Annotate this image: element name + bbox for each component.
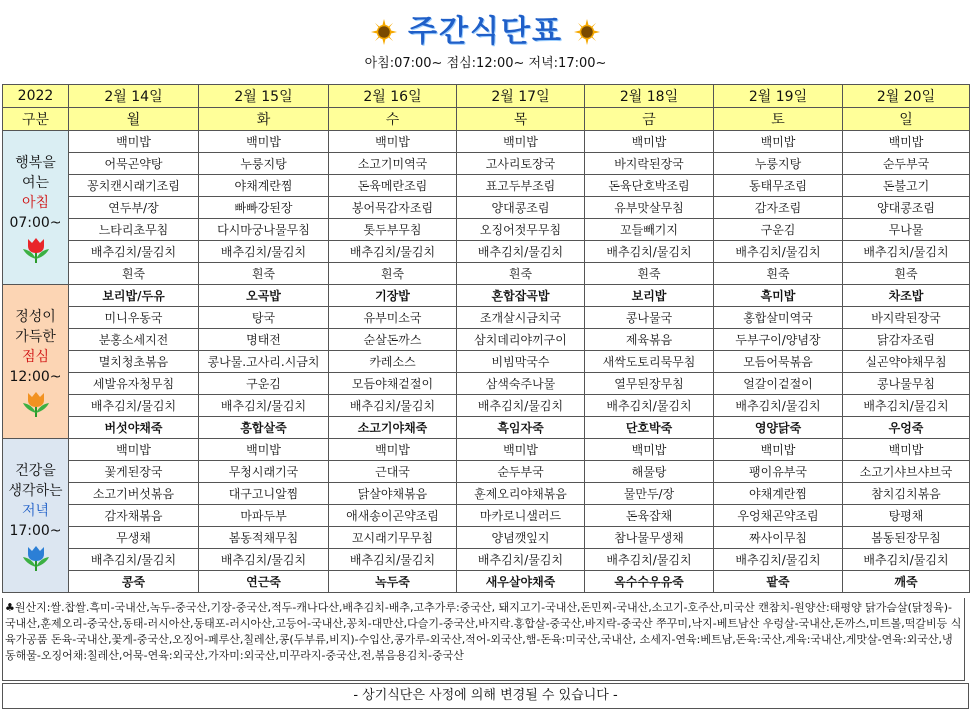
lunch-menu-cell: 배추김치/물김치: [714, 395, 843, 417]
lunch-menu-cell: 흑임자죽: [457, 417, 585, 439]
page-title: 주간식단표: [408, 14, 563, 49]
lunch-menu-cell: 배추김치/물김치: [843, 395, 970, 417]
date-cell: 2월 14일: [69, 85, 199, 108]
breakfast-menu-cell: 톳두부무침: [329, 219, 457, 241]
lunch-menu-row: [3, 395, 970, 417]
dinner-menu-cell: 봄동된장무침: [843, 527, 970, 549]
dinner-menu-cell: 옥수수우유죽: [585, 571, 714, 593]
dinner-menu-row: [3, 505, 970, 527]
dinner-label-cell: [3, 439, 69, 593]
lunch-menu-cell: 구운김: [199, 373, 329, 395]
dinner-label2: 생각하는: [8, 482, 63, 499]
lunch-menu-cell: 세발유자청무침: [69, 373, 199, 395]
dinner-menu-cell: 꽃게된장국: [69, 461, 199, 483]
lunch-menu-cell: 소고기야채죽: [329, 417, 457, 439]
dinner-menu-cell: 해물탕: [585, 461, 714, 483]
title-wrap: [0, 6, 971, 50]
dinner-menu-cell: 닭살야채볶음: [329, 483, 457, 505]
breakfast-menu-cell: 돈불고기: [843, 175, 970, 197]
lunch-menu-row: [3, 285, 970, 307]
lunch-menu-cell: 혼합잡곡밥: [457, 285, 585, 307]
dinner-menu-cell: 짜사이무침: [714, 527, 843, 549]
dinner-menu-cell: 마파두부: [199, 505, 329, 527]
breakfast-menu-cell: 감자조림: [714, 197, 843, 219]
breakfast-label2: 여는: [21, 174, 50, 191]
dinner-menu-cell: 우엉채곤약조림: [714, 505, 843, 527]
dinner-menu-cell: 무생채: [69, 527, 199, 549]
breakfast-label3: 아침: [21, 194, 50, 211]
dinner-menu-cell: 콩죽: [69, 571, 199, 593]
lunch-menu-cell: 카레소스: [329, 351, 457, 373]
dinner-menu-cell: 백미밥: [457, 439, 585, 461]
date-cell: 2월 17일: [457, 85, 585, 108]
lunch-menu-cell: 오곡밥: [199, 285, 329, 307]
breakfast-menu-cell: 야채계란찜: [199, 175, 329, 197]
lunch-menu-cell: 열무된장무침: [585, 373, 714, 395]
lunch-menu-cell: 버섯야채죽: [69, 417, 199, 439]
menu-table: [2, 84, 970, 593]
lunch-menu-cell: 콩나물무침: [843, 373, 970, 395]
breakfast-menu-cell: 빠빠강된장: [199, 197, 329, 219]
day-cell: 수: [329, 108, 457, 131]
lunch-menu-cell: 유부미소국: [329, 307, 457, 329]
breakfast-menu-cell: 바지락된장국: [585, 153, 714, 175]
lunch-menu-cell: 멸치청초볶음: [69, 351, 199, 373]
footer-note: - 상기식단은 사정에 의해 변경될 수 있습니다 -: [2, 683, 969, 709]
lunch-menu-cell: 두부구이/양념장: [714, 329, 843, 351]
day-cell: 일: [843, 108, 970, 131]
lunch-menu-row: [3, 329, 970, 351]
lunch-menu-cell: 기장밥: [329, 285, 457, 307]
dinner-menu-cell: 배추김치/물김치: [199, 549, 329, 571]
lunch-label-cell: [3, 285, 69, 439]
dinner-menu-row: [3, 439, 970, 461]
breakfast-menu-cell: 백미밥: [843, 131, 970, 153]
lunch-menu-cell: 배추김치/물김치: [69, 395, 199, 417]
dinner-menu-cell: 봄동적채무침: [199, 527, 329, 549]
breakfast-menu-cell: 표고두부조림: [457, 175, 585, 197]
breakfast-menu-cell: 연두부/장: [69, 197, 199, 219]
dinner-menu-cell: 참치김치볶음: [843, 483, 970, 505]
breakfast-menu-cell: 꼬들빼기지: [585, 219, 714, 241]
red-tulip-icon: [19, 237, 53, 263]
lunch-menu-cell: 명태전: [199, 329, 329, 351]
breakfast-menu-cell: 백미밥: [457, 131, 585, 153]
dinner-menu-cell: 마카로니샐러드: [457, 505, 585, 527]
lunch-menu-cell: 실곤약야채무침: [843, 351, 970, 373]
lunch-menu-cell: 차조밥: [843, 285, 970, 307]
dinner-menu-cell: 참나물무생채: [585, 527, 714, 549]
breakfast-menu-cell: 구운김: [714, 219, 843, 241]
date-cell: 2월 19일: [714, 85, 843, 108]
lunch-menu-cell: 홍합살미역국: [714, 307, 843, 329]
day-cell: 목: [457, 108, 585, 131]
breakfast-menu-cell: 돈육단호박조림: [585, 175, 714, 197]
dinner-menu-row: [3, 527, 970, 549]
date-cell: 2월 16일: [329, 85, 457, 108]
lunch-menu-cell: 순살돈까스: [329, 329, 457, 351]
meal-times: 아침:07:00~ 점심:12:00~ 저녁:17:00~: [364, 56, 607, 71]
breakfast-menu-cell: 백미밥: [714, 131, 843, 153]
dinner-menu-cell: 백미밥: [843, 439, 970, 461]
gubun-cell: 구분: [3, 108, 69, 131]
date-cell: 2월 15일: [199, 85, 329, 108]
breakfast-menu-cell: 배추김치/물김치: [585, 241, 714, 263]
lunch-menu-cell: 단호박죽: [585, 417, 714, 439]
lunch-label1: 정성이: [15, 308, 56, 325]
lunch-menu-cell: 콩나물.고사리.시금치: [199, 351, 329, 373]
lunch-menu-cell: 배추김치/물김치: [329, 395, 457, 417]
dinner-label3: 저녁: [21, 502, 50, 519]
dinner-menu-cell: 야채계란찜: [714, 483, 843, 505]
lunch-menu-cell: 보리밥: [585, 285, 714, 307]
dinner-menu-cell: 애새송이곤약조림: [329, 505, 457, 527]
dinner-menu-cell: 깨죽: [843, 571, 970, 593]
date-cell: 2월 18일: [585, 85, 714, 108]
lunch-menu-cell: 배추김치/물김치: [457, 395, 585, 417]
dinner-label4: 17:00~: [9, 522, 62, 539]
lunch-menu-cell: 흥합살죽: [199, 417, 329, 439]
breakfast-menu-cell: 흰죽: [843, 263, 970, 285]
lunch-menu-cell: 영양닭죽: [714, 417, 843, 439]
lunch-menu-cell: 분홍소세지전: [69, 329, 199, 351]
dinner-menu-row: [3, 461, 970, 483]
dinner-menu-cell: 배추김치/물김치: [843, 549, 970, 571]
dinner-menu-cell: 배추김치/물김치: [69, 549, 199, 571]
dinner-menu-cell: 양념깻잎지: [457, 527, 585, 549]
dinner-menu-row: [3, 549, 970, 571]
lunch-menu-cell: 모듬어묵볶음: [714, 351, 843, 373]
lunch-menu-cell: 닭감자조림: [843, 329, 970, 351]
breakfast-label-cell: [3, 131, 69, 285]
lunch-menu-cell: 비빔막국수: [457, 351, 585, 373]
dinner-menu-cell: 배추김치/물김치: [329, 549, 457, 571]
origin-info: ♣원산지:쌀.찹쌀.흑미-국내산,녹두-중국산,기장-중국산,적두-캐나다산,배추김치-배추,고추가루:중국산, 돼지고기-국내산,돈민찌-국내산,소고기-호주산,미국산 캔참치-원양산:태평양 닭가슴살(닭정육)-국내산,훈제오리-중국산,동태-러시아산,동태포-러시아산,고등어-국내산,꽁치-대만산,다슬기-중국산,바지락.홍합살-중국산,바지락-중국산 쭈꾸미,낙지-베트남산 우렁살-국내산,돈까스,미트볼,떡갈비등 식육가공품 돈육-국내산,꽃게-중국산,오징어-페루산,칠레산,콩(두부류,비지)-수입산,콩가루-외국산,적어-외국산,햄-돈육:미국산,국내산, 소세지-연육:베트남,돈육:국산,계육:국내산,게맛살-연육:외국산,냉동해물-오징어채:칠레산,어묵-연육:외국산,가자미:외국산,미꾸라지-중국산,전,볶음용김치-중국산: [2, 598, 965, 681]
lunch-label4: 12:00~: [9, 368, 62, 385]
dinner-menu-cell: 순두부국: [457, 461, 585, 483]
breakfast-menu-cell: 무나물: [843, 219, 970, 241]
dinner-menu-cell: 팥죽: [714, 571, 843, 593]
breakfast-menu-cell: 배추김치/물김치: [69, 241, 199, 263]
dinner-menu-cell: 대구고니알찜: [199, 483, 329, 505]
dinner-menu-cell: 물만두/장: [585, 483, 714, 505]
lunch-label2: 가득한: [15, 328, 56, 345]
lunch-menu-row: [3, 417, 970, 439]
lunch-menu-cell: 흑미밥: [714, 285, 843, 307]
dinner-menu-cell: 녹두죽: [329, 571, 457, 593]
lunch-menu-cell: 제육볶음: [585, 329, 714, 351]
lunch-menu-cell: 미니우동국: [69, 307, 199, 329]
dinner-menu-cell: 돈육잡채: [585, 505, 714, 527]
dinner-menu-row: [3, 571, 970, 593]
breakfast-menu-cell: 어묵곤약탕: [69, 153, 199, 175]
dinner-menu-cell: 팽이유부국: [714, 461, 843, 483]
date-header-row: [3, 85, 970, 108]
year-cell: 2022: [3, 85, 69, 108]
lunch-menu-cell: 삼치데리야끼구이: [457, 329, 585, 351]
breakfast-menu-cell: 배추김치/물김치: [843, 241, 970, 263]
dinner-menu-cell: 훈제오리야채볶음: [457, 483, 585, 505]
day-cell: 토: [714, 108, 843, 131]
breakfast-menu-cell: 누룽지탕: [714, 153, 843, 175]
dinner-menu-cell: 꼬시래기무무침: [329, 527, 457, 549]
breakfast-menu-cell: 봉어묵감자조림: [329, 197, 457, 219]
dinner-menu-cell: 소고기샤브샤브국: [843, 461, 970, 483]
dinner-menu-cell: 백미밥: [199, 439, 329, 461]
breakfast-menu-cell: 흰죽: [69, 263, 199, 285]
dinner-menu-cell: 배추김치/물김치: [585, 549, 714, 571]
dinner-menu-cell: 탕평채: [843, 505, 970, 527]
sun-flower-icon: [574, 19, 600, 45]
sun-flower-icon: [371, 19, 397, 45]
lunch-menu-cell: 삼색숙주나물: [457, 373, 585, 395]
breakfast-menu-cell: 흰죽: [585, 263, 714, 285]
breakfast-menu-cell: 백미밥: [329, 131, 457, 153]
orange-tulip-icon: [19, 391, 53, 417]
breakfast-menu-cell: 백미밥: [585, 131, 714, 153]
breakfast-menu-cell: 배추김치/물김치: [199, 241, 329, 263]
breakfast-menu-cell: 돈육메란조림: [329, 175, 457, 197]
lunch-menu-cell: 바지락된장국: [843, 307, 970, 329]
breakfast-menu-cell: 배추김치/물김치: [457, 241, 585, 263]
lunch-menu-cell: 콩나물국: [585, 307, 714, 329]
breakfast-menu-cell: 다시마궁나물무침: [199, 219, 329, 241]
day-header-row: [3, 108, 970, 131]
dinner-menu-cell: 백미밥: [585, 439, 714, 461]
lunch-menu-row: [3, 351, 970, 373]
lunch-menu-cell: 우엉죽: [843, 417, 970, 439]
breakfast-menu-row: [3, 131, 970, 153]
breakfast-menu-cell: 흰죽: [457, 263, 585, 285]
dinner-menu-cell: 백미밥: [69, 439, 199, 461]
breakfast-menu-cell: 순두부국: [843, 153, 970, 175]
breakfast-menu-cell: 동태무조림: [714, 175, 843, 197]
breakfast-menu-cell: 흰죽: [714, 263, 843, 285]
breakfast-menu-cell: 오징어젓무무침: [457, 219, 585, 241]
breakfast-menu-row: [3, 241, 970, 263]
lunch-menu-cell: 배추김치/물김치: [585, 395, 714, 417]
dinner-menu-cell: 배추김치/물김치: [714, 549, 843, 571]
breakfast-menu-row: [3, 219, 970, 241]
breakfast-menu-row: [3, 197, 970, 219]
day-cell: 월: [69, 108, 199, 131]
dinner-menu-cell: 연근죽: [199, 571, 329, 593]
lunch-menu-cell: 얼갈이겉절이: [714, 373, 843, 395]
breakfast-menu-cell: 흰죽: [199, 263, 329, 285]
lunch-menu-cell: 모듬야채겉절이: [329, 373, 457, 395]
breakfast-menu-row: [3, 263, 970, 285]
breakfast-menu-cell: 백미밥: [199, 131, 329, 153]
page-header: [0, 0, 971, 84]
breakfast-menu-cell: 누룽지탕: [199, 153, 329, 175]
lunch-menu-cell: 새싹도토리묵무침: [585, 351, 714, 373]
breakfast-menu-cell: 배추김치/물김치: [714, 241, 843, 263]
day-cell: 화: [199, 108, 329, 131]
dinner-menu-cell: 백미밥: [329, 439, 457, 461]
breakfast-menu-cell: 느타리초무침: [69, 219, 199, 241]
breakfast-label1: 행복을: [15, 154, 56, 171]
breakfast-menu-cell: 꽁치캔시래기조림: [69, 175, 199, 197]
breakfast-menu-row: [3, 175, 970, 197]
lunch-menu-row: [3, 373, 970, 395]
breakfast-label4: 07:00~: [9, 214, 62, 231]
lunch-menu-cell: 보리밥/두유: [69, 285, 199, 307]
breakfast-menu-row: [3, 153, 970, 175]
date-cell: 2월 20일: [843, 85, 970, 108]
lunch-menu-cell: 탕국: [199, 307, 329, 329]
lunch-menu-cell: 배추김치/물김치: [199, 395, 329, 417]
dinner-menu-cell: 백미밥: [714, 439, 843, 461]
breakfast-menu-cell: 고사리토장국: [457, 153, 585, 175]
dinner-menu-cell: 감자채볶음: [69, 505, 199, 527]
lunch-menu-cell: 조개살시금치국: [457, 307, 585, 329]
dinner-menu-cell: 새우살야채죽: [457, 571, 585, 593]
dinner-menu-cell: 근대국: [329, 461, 457, 483]
breakfast-menu-cell: 배추김치/물김치: [329, 241, 457, 263]
dinner-menu-row: [3, 483, 970, 505]
breakfast-menu-cell: 백미밥: [69, 131, 199, 153]
dinner-menu-cell: 무청시래기국: [199, 461, 329, 483]
breakfast-menu-cell: 흰죽: [329, 263, 457, 285]
breakfast-menu-cell: 유부맛살무침: [585, 197, 714, 219]
breakfast-menu-cell: 소고기미역국: [329, 153, 457, 175]
day-cell: 금: [585, 108, 714, 131]
breakfast-menu-cell: 양대콩조림: [457, 197, 585, 219]
breakfast-menu-cell: 양대콩조림: [843, 197, 970, 219]
blue-tulip-icon: [19, 545, 53, 571]
lunch-menu-row: [3, 307, 970, 329]
lunch-label3: 점심: [21, 348, 50, 365]
dinner-label1: 건강을: [15, 462, 56, 479]
dinner-menu-cell: 소고기버섯볶음: [69, 483, 199, 505]
dinner-menu-cell: 배추김치/물김치: [457, 549, 585, 571]
